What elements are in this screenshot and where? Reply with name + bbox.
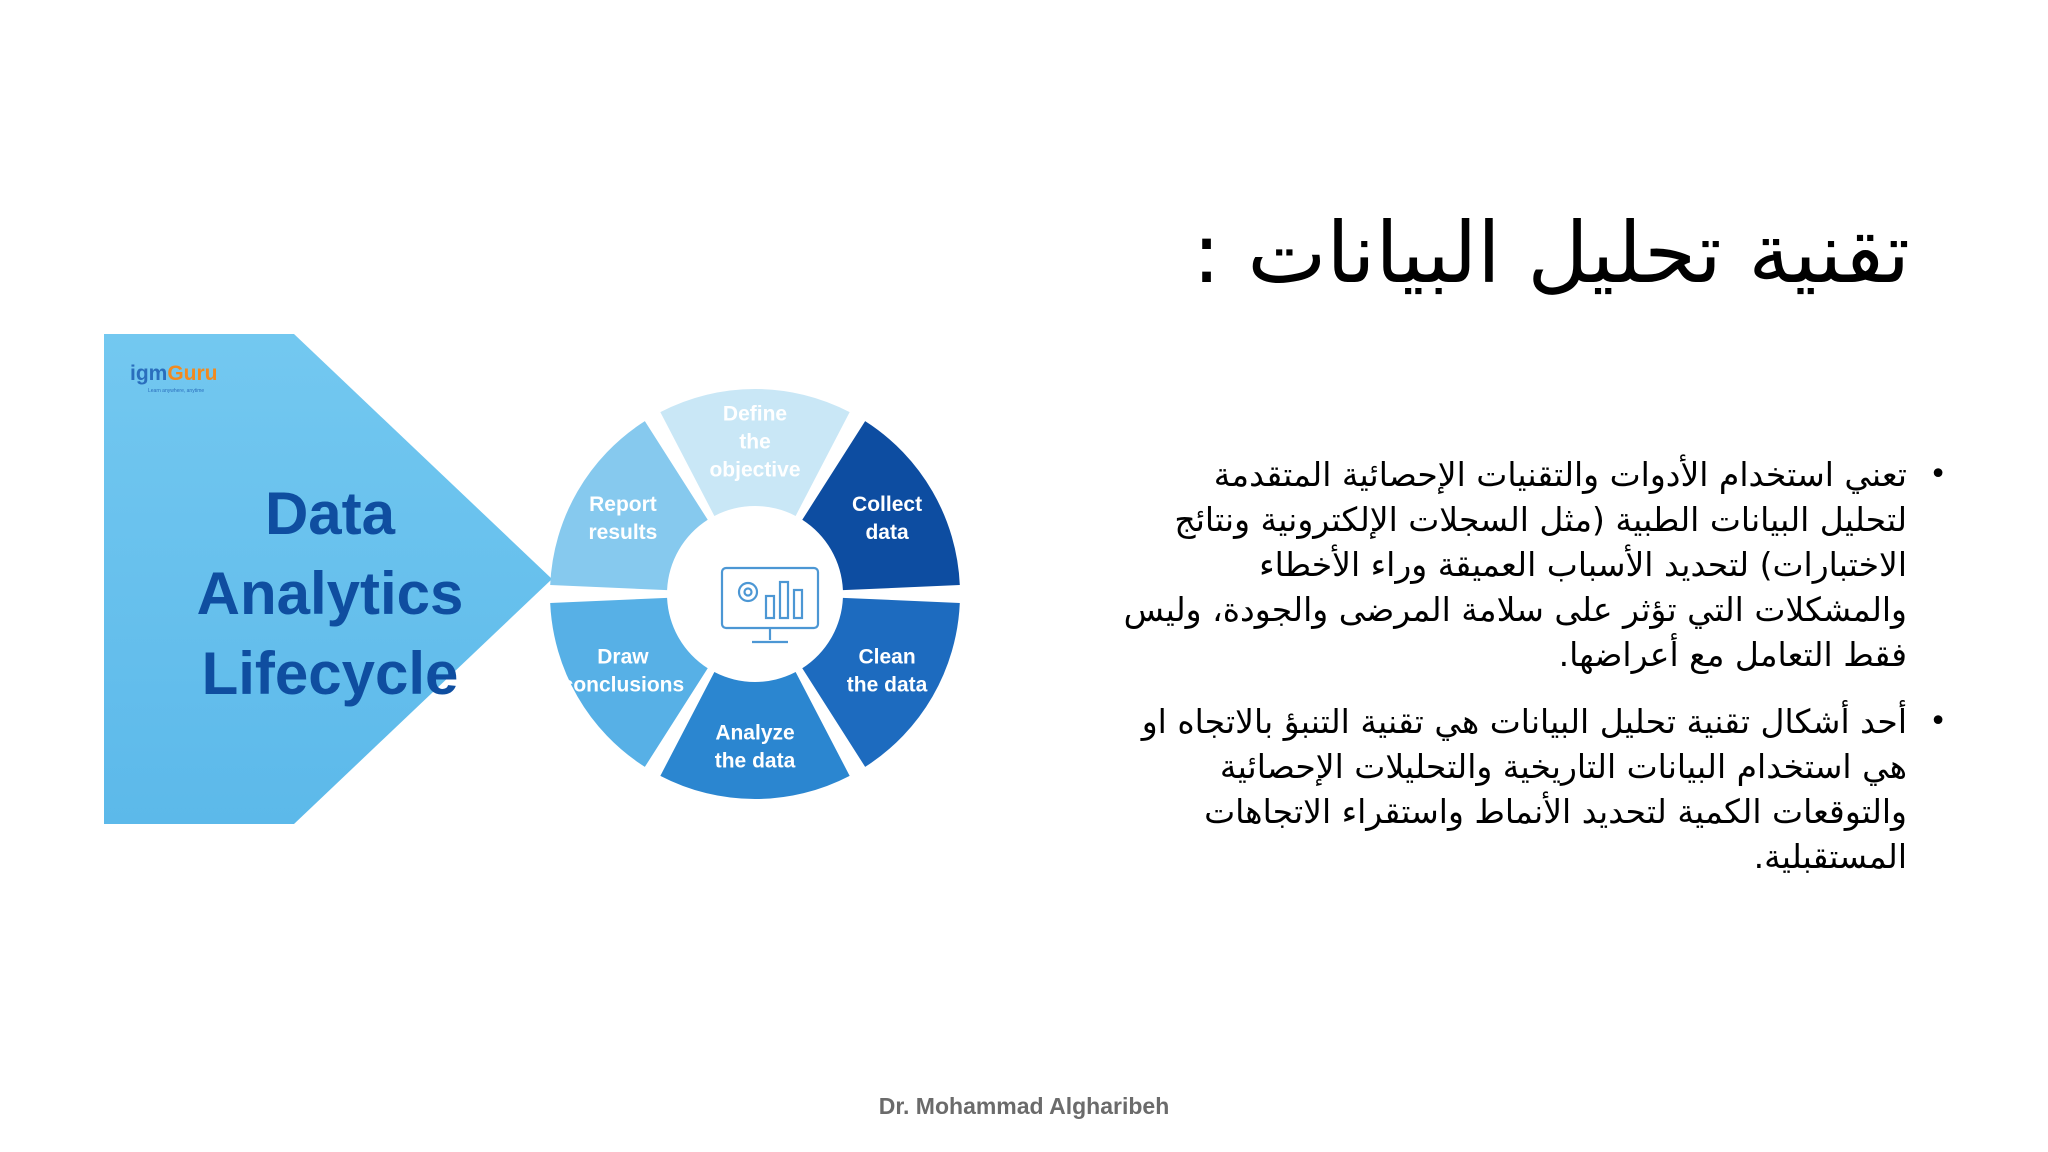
bullet-dot: • (1929, 704, 1947, 739)
cycle-step-label: Draw conclusions (561, 645, 685, 697)
bullet-dot: • (1929, 457, 1947, 492)
cycle-step-label: Report results (588, 492, 658, 544)
bullet-text: تعني استخدام الأدوات والتقنيات الإحصائية المتقدمة لتحليل البيانات الطبية (مثل السجلات الإلكترونية ونتائج الاختبارات) لتحديد الأسباب العميقة وراء الأخطاء والمشكلات التي تؤثر على سلامة المرضى والجودة، وليس فقط التعامل مع أعراضها. (1123, 455, 1907, 674)
bullet-text: أحد أشكال تقنية تحليل البيانات هي تقنية التنبؤ بالاتجاه او هي استخدام البيانات التاريخية والتحليلات الإحصائية والتوقعات الكمية لتحديد الأنماط واستقراء الاتجاهات المستقبلية. (1141, 702, 1907, 876)
bullet-list (1120, 452, 1947, 901)
data-analytics-lifecycle-image (104, 334, 984, 824)
cycle-step-label: Analyze the data (714, 721, 796, 773)
cycle-center (680, 519, 830, 669)
heading-line: Lifecycle (201, 640, 459, 707)
bullet-item (1120, 452, 1947, 677)
lifecycle-graphic (104, 334, 984, 824)
footer-author: Dr. Mohammad Algharibeh (878, 1093, 1170, 1119)
bullet-item (1120, 699, 1947, 879)
cycle-step-label: Collect data (852, 492, 923, 544)
slide-title: تقنية تحليل البيانات : (1192, 204, 1910, 302)
heading-line: Data (264, 480, 396, 547)
cycle-step-label: Define the objective (709, 402, 801, 482)
heading-line: Analytics (196, 560, 464, 627)
brand-logo: igmGuru (130, 362, 218, 385)
cycle-step-label: Clean the data (846, 645, 928, 697)
brand-tagline: Learn anywhere, anytime (148, 388, 205, 394)
